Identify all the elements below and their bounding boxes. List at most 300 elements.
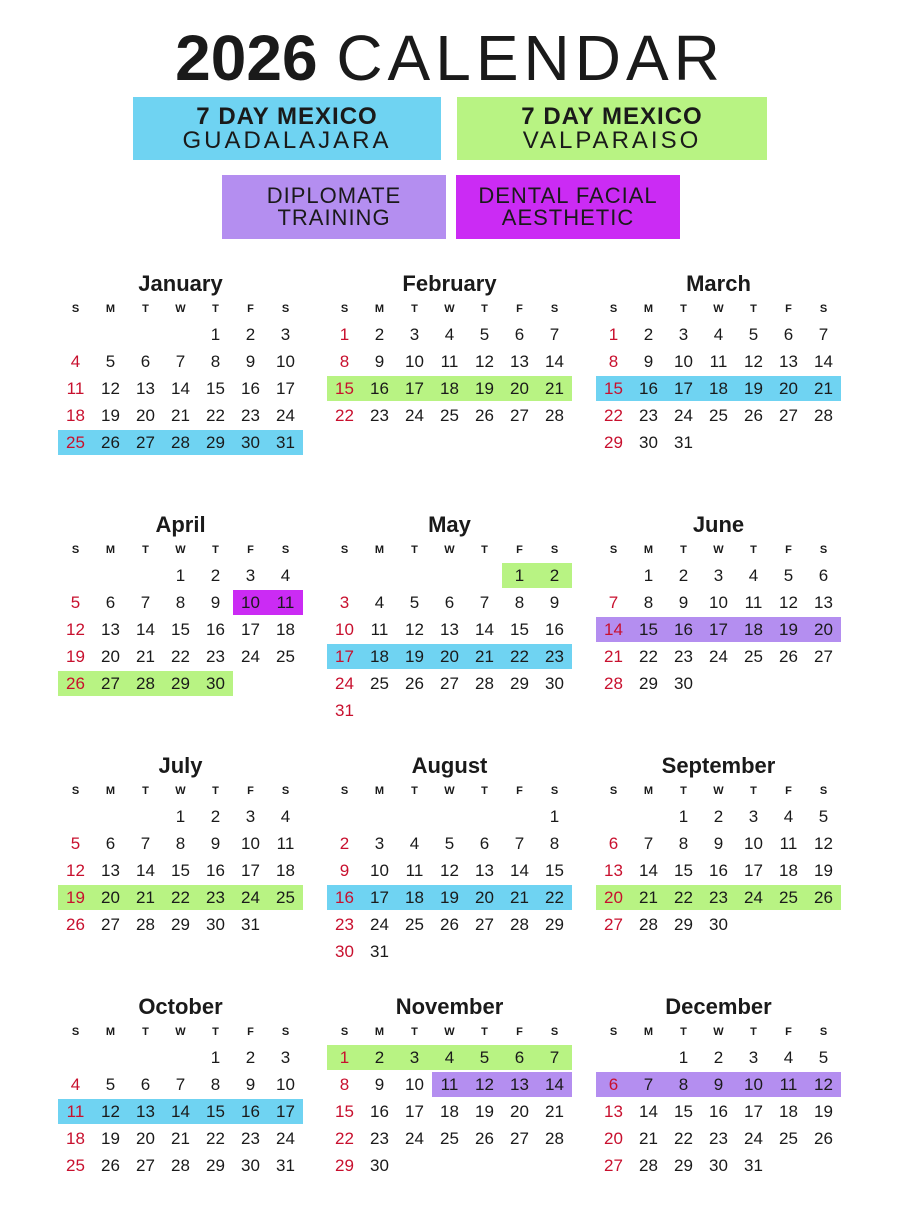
day-cell: 23 [370,406,389,425]
day-cell: 28 [545,1129,564,1148]
day-cell: 27 [475,915,494,934]
day-cell: 10 [405,1075,424,1094]
day-cell: 24 [370,915,389,934]
day-cell: 6 [783,325,794,344]
highlighted-day-diplomate: 14 [537,1072,572,1097]
day-cell: 4 [280,566,291,585]
highlighted-day-diplomate: 11 [771,1072,806,1097]
day-cell: 4 [374,593,385,612]
highlighted-day-valparaiso: 26 [58,671,93,696]
day-cell: 12 [779,593,798,612]
day-cell: 31 [744,1156,763,1175]
day-cell: 23 [241,1129,260,1148]
day-cell: 1 [678,1048,689,1067]
weekday-label: F [516,303,523,315]
day-grid [596,803,841,938]
legend-guadalajara-line1: 7 DAY MEXICO [196,102,378,130]
weekday-label: S [71,544,80,556]
weekday-label: S [71,1026,80,1038]
highlighted-day-guadalajara: 11 [58,1099,93,1124]
weekday-label: T [411,785,418,797]
highlighted-day-guadalajara: 22 [537,885,572,910]
day-cell: 29 [674,915,693,934]
day-cell: 25 [744,647,763,666]
day-cell: 17 [405,1102,424,1121]
highlighted-day-diplomate: 13 [502,1072,537,1097]
highlighted-day-valparaiso: 2 [362,1045,397,1070]
day-cell: 23 [241,406,260,425]
weekday-label: S [71,785,80,797]
day-cell: 22 [335,1129,354,1148]
day-cell: 2 [339,834,350,853]
weekday-label: S [281,785,290,797]
day-cell: 1 [339,325,350,344]
day-cell: 27 [136,1156,155,1175]
weekday-label: F [785,544,792,556]
day-cell: 8 [549,834,560,853]
empty-cell [93,562,128,589]
highlighted-day-diplomate: 7 [631,1072,666,1097]
month-name: September [661,753,776,778]
highlighted-day-valparaiso: 23 [701,885,736,910]
weekday-header [58,782,303,800]
highlighted-day-valparaiso: 1 [502,563,537,588]
highlighted-day-guadalajara: 21 [806,376,841,401]
month-july [58,754,303,938]
weekday-label: S [819,544,828,556]
empty-cell [93,1044,128,1071]
empty-cell [128,803,163,830]
day-cell: 19 [66,647,85,666]
day-cell: 15 [171,620,190,639]
highlighted-day-valparaiso: 5 [467,1045,502,1070]
empty-cell [596,562,631,589]
day-cell: 30 [709,1156,728,1175]
day-cell: 25 [405,915,424,934]
highlighted-day-valparaiso: 23 [198,885,233,910]
day-cell: 19 [101,1129,120,1148]
highlighted-day-valparaiso: 22 [163,885,198,910]
day-cell: 5 [444,834,455,853]
day-cell: 25 [66,1156,85,1175]
highlighted-day-valparaiso: 19 [467,376,502,401]
day-cell: 27 [604,1156,623,1175]
day-cell: 11 [744,593,763,612]
day-cell: 10 [674,352,693,371]
day-cell: 16 [709,861,728,880]
weekday-label: W [175,544,186,556]
day-cell: 8 [643,593,654,612]
empty-cell [93,803,128,830]
day-cell: 4 [409,834,420,853]
legend-valparaiso [457,97,767,160]
day-cell: 1 [549,807,560,826]
day-cell: 20 [136,1129,155,1148]
highlighted-day-guadalajara: 21 [502,885,537,910]
month-october [58,995,303,1179]
day-cell: 18 [779,1102,798,1121]
day-cell: 9 [339,861,350,880]
day-cell: 11 [405,861,424,880]
day-cell: 28 [545,406,564,425]
day-cell: 3 [245,807,256,826]
highlighted-day-valparaiso: 21 [537,376,572,401]
day-cell: 6 [105,834,116,853]
day-cell: 28 [171,1156,190,1175]
day-cell: 23 [639,406,658,425]
day-cell: 4 [713,325,724,344]
highlighted-day-guadalajara: 18 [362,644,397,669]
weekday-label: F [785,785,792,797]
day-cell: 3 [280,1048,291,1067]
day-cell: 10 [405,352,424,371]
month-name: June [692,512,745,537]
day-cell: 29 [674,1156,693,1175]
empty-cell [467,562,502,589]
legend-dental [456,175,680,239]
day-cell: 22 [335,406,354,425]
day-cell: 30 [335,942,354,961]
day-cell: 17 [744,1102,763,1121]
weekday-label: F [785,303,792,315]
empty-cell [432,562,467,589]
weekday-label: W [444,303,455,315]
month-december [596,995,841,1179]
day-cell: 3 [280,325,291,344]
highlighted-day-guadalajara: 31 [268,430,303,455]
highlighted-day-guadalajara: 15 [198,1099,233,1124]
day-cell: 7 [514,834,525,853]
day-cell: 24 [335,674,354,693]
day-grid [58,562,303,697]
day-cell: 10 [370,861,389,880]
weekday-header [596,541,841,559]
weekday-label: M [105,785,116,797]
day-cell: 14 [475,620,494,639]
day-cell: 2 [245,325,256,344]
day-cell: 25 [276,647,295,666]
day-cell: 27 [814,647,833,666]
highlighted-day-diplomate: 11 [432,1072,467,1097]
weekday-label: F [785,1026,792,1038]
day-cell: 30 [241,1156,260,1175]
day-cell: 3 [374,834,385,853]
highlighted-day-guadalajara: 16 [631,376,666,401]
weekday-label: M [374,785,385,797]
day-cell: 26 [779,647,798,666]
day-cell: 24 [405,1129,424,1148]
highlighted-day-diplomate: 14 [596,617,631,642]
day-cell: 5 [105,1075,116,1094]
day-cell: 4 [783,807,794,826]
day-cell: 3 [245,566,256,585]
day-cell: 3 [678,325,689,344]
day-cell: 8 [175,593,186,612]
weekday-label: W [713,544,724,556]
day-cell: 14 [136,620,155,639]
day-cell: 9 [643,352,654,371]
month-name: February [402,271,497,296]
day-cell: 28 [604,674,623,693]
legend-guadalajara [133,97,441,160]
day-cell: 18 [66,406,85,425]
weekday-label: S [819,785,828,797]
highlighted-day-diplomate: 20 [806,617,841,642]
day-cell: 8 [210,1075,221,1094]
day-cell: 30 [545,674,564,693]
day-cell: 23 [370,1129,389,1148]
highlighted-day-valparaiso: 6 [502,1045,537,1070]
highlighted-day-valparaiso: 26 [806,885,841,910]
day-cell: 11 [66,379,85,398]
day-cell: 21 [171,1129,190,1148]
empty-cell [467,803,502,830]
highlighted-day-guadalajara: 16 [327,885,362,910]
highlighted-day-valparaiso: 21 [128,885,163,910]
day-cell: 1 [210,1048,221,1067]
title-year: 2026 [175,22,318,94]
day-cell: 25 [440,1129,459,1148]
day-cell: 14 [136,861,155,880]
day-cell: 27 [510,406,529,425]
day-cell: 6 [444,593,455,612]
weekday-label: T [142,544,149,556]
legend-dental-line2: AESTHETIC [501,205,635,230]
day-cell: 23 [709,1129,728,1148]
day-cell: 11 [276,834,295,853]
day-cell: 5 [818,807,829,826]
empty-cell [596,1044,631,1071]
day-cell: 5 [105,352,116,371]
weekday-label: M [105,303,116,315]
day-cell: 15 [206,379,225,398]
weekday-label: W [175,303,186,315]
day-cell: 6 [818,566,829,585]
day-cell: 2 [245,1048,256,1067]
weekday-label: W [713,303,724,315]
empty-cell [502,803,537,830]
weekday-label: S [281,544,290,556]
day-cell: 5 [70,834,81,853]
weekday-label: T [212,1026,219,1038]
day-cell: 19 [814,1102,833,1121]
day-cell: 6 [514,325,525,344]
month-name: August [411,753,488,778]
month-august [327,754,572,965]
weekday-label: T [481,1026,488,1038]
day-cell: 12 [66,861,85,880]
day-cell: 5 [479,325,490,344]
highlighted-day-valparaiso: 19 [58,885,93,910]
day-cell: 23 [335,915,354,934]
day-cell: 7 [608,593,619,612]
month-name: July [158,753,203,778]
day-grid [596,562,841,697]
empty-cell [128,321,163,348]
day-cell: 15 [171,861,190,880]
weekday-label: T [680,303,687,315]
day-cell: 12 [440,861,459,880]
empty-cell [397,562,432,589]
weekday-label: F [247,1026,254,1038]
day-cell: 21 [171,406,190,425]
day-cell: 10 [744,834,763,853]
weekday-label: M [643,303,654,315]
day-cell: 2 [210,807,221,826]
day-cell: 10 [335,620,354,639]
day-cell: 22 [206,406,225,425]
empty-cell [432,803,467,830]
day-cell: 30 [370,1156,389,1175]
day-cell: 6 [105,593,116,612]
day-cell: 11 [709,352,728,371]
day-cell: 6 [608,834,619,853]
weekday-label: S [340,785,349,797]
highlighted-day-diplomate: 8 [666,1072,701,1097]
day-cell: 13 [136,379,155,398]
day-cell: 21 [545,1102,564,1121]
day-cell: 5 [783,566,794,585]
day-grid [327,803,572,965]
day-cell: 31 [370,942,389,961]
weekday-label: W [713,785,724,797]
day-cell: 28 [510,915,529,934]
highlighted-day-guadalajara: 22 [502,644,537,669]
weekday-label: M [105,544,116,556]
highlighted-day-diplomate: 16 [666,617,701,642]
page-title [0,22,900,94]
weekday-header [58,541,303,559]
day-cell: 16 [709,1102,728,1121]
day-cell: 29 [604,433,623,452]
day-cell: 27 [779,406,798,425]
highlighted-day-guadalajara: 20 [771,376,806,401]
day-cell: 12 [475,352,494,371]
day-grid [58,321,303,456]
day-cell: 12 [744,352,763,371]
day-cell: 12 [66,620,85,639]
day-cell: 19 [475,1102,494,1121]
weekday-label: F [247,544,254,556]
day-cell: 1 [175,807,186,826]
day-cell: 14 [639,1102,658,1121]
day-cell: 8 [175,834,186,853]
legend-diplomate-line2: TRAINING [277,205,391,230]
day-grid [327,321,572,429]
day-cell: 26 [440,915,459,934]
day-cell: 10 [276,352,295,371]
highlighted-day-dental: 11 [268,590,303,615]
highlighted-day-valparaiso: 18 [432,376,467,401]
day-cell: 4 [783,1048,794,1067]
highlighted-day-guadalajara: 19 [736,376,771,401]
weekday-header [58,1023,303,1041]
day-grid [596,1044,841,1179]
highlighted-day-guadalajara: 20 [467,885,502,910]
day-grid [327,1044,572,1179]
day-cell: 1 [175,566,186,585]
highlighted-day-guadalajara: 19 [397,644,432,669]
day-cell: 3 [748,807,759,826]
empty-cell [327,562,362,589]
weekday-label: W [175,785,186,797]
day-cell: 8 [210,352,221,371]
weekday-header [327,541,572,559]
day-cell: 1 [678,807,689,826]
weekday-label: M [643,544,654,556]
empty-cell [128,1044,163,1071]
legend-diplomate-line1: DIPLOMATE [266,183,402,208]
weekday-label: M [105,1026,116,1038]
day-cell: 4 [444,325,455,344]
empty-cell [362,562,397,589]
highlighted-day-valparaiso: 22 [666,885,701,910]
weekday-header [327,1023,572,1041]
empty-cell [58,803,93,830]
weekday-header [596,782,841,800]
day-cell: 24 [241,647,260,666]
day-cell: 3 [409,325,420,344]
day-cell: 7 [549,325,560,344]
weekday-label: T [142,785,149,797]
day-cell: 26 [814,1129,833,1148]
highlighted-day-diplomate: 18 [736,617,771,642]
day-cell: 25 [370,674,389,693]
day-cell: 16 [545,620,564,639]
empty-cell [327,803,362,830]
day-cell: 4 [280,807,291,826]
day-cell: 12 [101,379,120,398]
weekday-label: T [142,1026,149,1038]
weekday-header [596,300,841,318]
day-cell: 31 [241,915,260,934]
day-cell: 2 [210,566,221,585]
highlighted-day-diplomate: 12 [467,1072,502,1097]
weekday-label: T [750,1026,757,1038]
day-cell: 3 [713,566,724,585]
day-cell: 13 [101,861,120,880]
day-cell: 7 [140,593,151,612]
month-january [58,272,303,456]
day-cell: 20 [604,1129,623,1148]
weekday-label: T [411,544,418,556]
day-cell: 25 [440,406,459,425]
weekday-label: T [411,303,418,315]
day-cell: 1 [210,325,221,344]
day-cell: 14 [545,352,564,371]
month-march [596,272,841,456]
day-cell: 24 [744,1129,763,1148]
day-cell: 14 [814,352,833,371]
weekday-label: T [481,544,488,556]
weekday-label: T [212,785,219,797]
weekday-label: S [609,303,618,315]
weekday-label: F [247,303,254,315]
day-cell: 17 [744,861,763,880]
day-cell: 30 [206,915,225,934]
day-cell: 30 [639,433,658,452]
day-cell: 7 [479,593,490,612]
day-cell: 13 [604,861,623,880]
weekday-header [327,300,572,318]
weekday-label: T [680,1026,687,1038]
month-february [327,272,572,429]
weekday-label: S [340,1026,349,1038]
day-cell: 13 [604,1102,623,1121]
highlighted-day-diplomate: 10 [736,1072,771,1097]
day-grid [596,321,841,456]
day-cell: 11 [370,620,389,639]
